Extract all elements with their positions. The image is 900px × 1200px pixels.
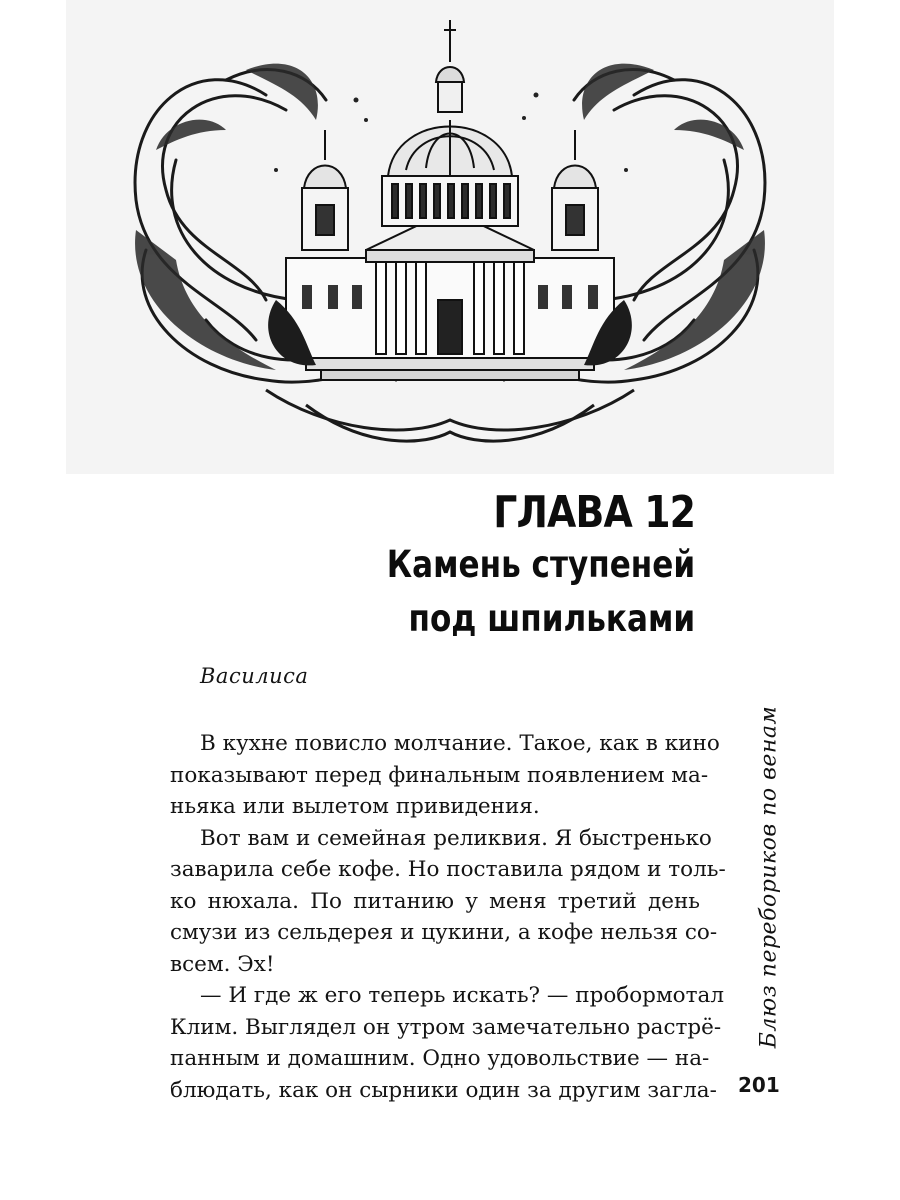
text-line: Вот вам и семейная реликвия. Я быстренько xyxy=(200,825,712,851)
paragraph xyxy=(170,980,724,1106)
text-line: показывают перед финальным появлением ма- xyxy=(170,762,709,788)
cathedral-illustration xyxy=(66,0,834,474)
text-line: ньяка или вылетом привидения. xyxy=(170,794,540,819)
text-line: В кухне повисло молчание. Такое, как в кино xyxy=(200,731,720,756)
page-number: 201 xyxy=(738,1073,780,1097)
chapter-title-line: под шпильками xyxy=(408,597,695,640)
running-title xyxy=(753,705,785,1049)
paragraph xyxy=(170,823,726,981)
text-line: панным и домашним. Одно удовольствие — на- xyxy=(170,1046,710,1071)
paragraph xyxy=(170,728,720,823)
text-line: заварила себе кофе. Но поставила рядом и толь- xyxy=(170,857,726,882)
chapter-number: ГЛАВА 12 xyxy=(493,487,695,538)
chapter-heading xyxy=(328,488,695,646)
text-line: ко нюхала. По питанию у меня третий день xyxy=(170,888,700,914)
text-line: смузи из сельдерея и цукини, а кофе нельзя со- xyxy=(170,920,718,945)
text-line: — И где ж его теперь искать? — пробормотал xyxy=(200,983,724,1008)
text-line: Клим. Выглядел он утром замечательно растрё- xyxy=(170,1014,722,1040)
text-line: всем. Эх! xyxy=(170,951,275,977)
chapter-title-line: Камень ступеней xyxy=(386,543,695,586)
narrator-name: Василиса xyxy=(200,664,309,688)
body-text xyxy=(170,728,726,1106)
text-line: блюдать, как он сырники один за другим загла- xyxy=(170,1077,717,1103)
running-title-text: Блюз перебориков по венам xyxy=(756,705,782,1049)
